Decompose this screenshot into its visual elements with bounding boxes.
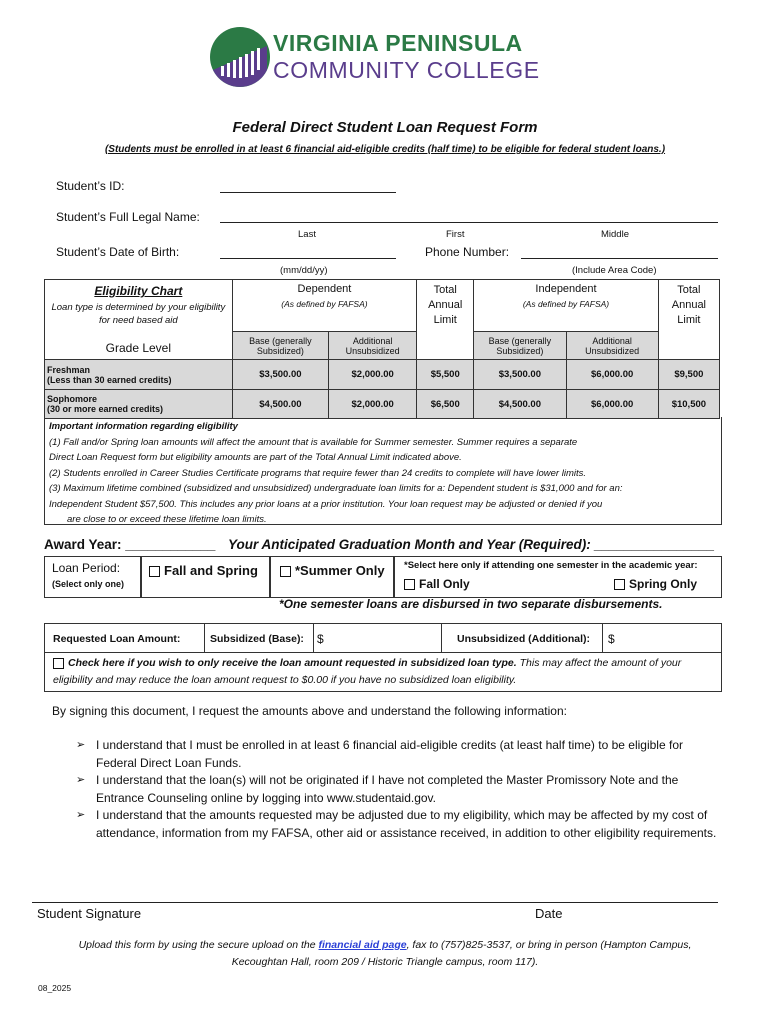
dependent-note: (As defined by FAFSA) bbox=[281, 299, 368, 309]
form-subtitle: (Students must be enrolled in at least 6 financial aid-eligible credits (half time) to be eligible for federal student loans.) bbox=[104, 144, 666, 155]
loan-period-cell bbox=[44, 556, 142, 598]
dependent-header bbox=[232, 280, 417, 332]
list-item-text: I understand that I must be enrolled in at least 6 financial aid-eligible credits (at least half time) to be eligible for Federal Direct Loan Funds. bbox=[96, 738, 683, 770]
fall-spring-label: Fall and Spring bbox=[164, 563, 258, 578]
info-line: (1) Fall and/or Spring loan amounts will affect the amount that is available for Summer semester. Summer requires a separate bbox=[49, 436, 578, 448]
chart-title: Eligibility Chart bbox=[94, 284, 183, 298]
independent-total-header: Total Annual Limit bbox=[658, 280, 719, 360]
phone-label: Phone Number: bbox=[425, 245, 510, 259]
middle-name-caption: Middle bbox=[601, 229, 629, 240]
grade-note: (30 or more earned credits) bbox=[47, 404, 164, 414]
select-one-note: (Select only one) bbox=[52, 579, 125, 589]
student-id-field[interactable] bbox=[220, 192, 396, 193]
loan-amount-box bbox=[44, 623, 722, 692]
cell-value: $6,000.00 bbox=[566, 390, 658, 419]
cell-value: $9,500 bbox=[658, 360, 719, 390]
list-item-text: I understand that the amounts requested may be adjusted due to my eligibility, which may be affected by my cost of attendance, information from my FAFSA, other aid or assistance received, in addition to other eligibility requirements. bbox=[96, 808, 717, 840]
fall-spring-checkbox[interactable] bbox=[149, 566, 160, 577]
student-signature-label: Student Signature bbox=[37, 906, 142, 921]
summer-option[interactable] bbox=[269, 556, 395, 598]
single-semester-cell bbox=[393, 556, 722, 598]
cell-value: $4,500.00 bbox=[474, 390, 566, 419]
subsidized-only-note-2: eligibility and may reduce the loan amount request to $0.00 if you have no subsidized loan eligibility. bbox=[53, 674, 517, 686]
fall-only-option[interactable] bbox=[404, 577, 470, 591]
agreement-list bbox=[76, 737, 726, 842]
info-heading: Important information regarding eligibility bbox=[49, 421, 238, 432]
full-name-field[interactable] bbox=[220, 222, 718, 223]
dob-hint: (mm/dd/yy) bbox=[280, 265, 328, 276]
cell-value: $6,500 bbox=[417, 390, 474, 419]
arrow-bullet-icon: ➢ bbox=[76, 739, 86, 751]
grade-note: (Less than 30 earned credits) bbox=[47, 374, 172, 385]
summer-label: *Summer Only bbox=[295, 563, 385, 578]
logo-line-2: COMMUNITY COLLEGE bbox=[273, 57, 540, 83]
financial-aid-link[interactable]: financial aid page bbox=[318, 939, 407, 951]
dependent-total-header: Total Annual Limit bbox=[417, 280, 474, 360]
upload-text-2: , fax to (757)825-3537, or bring in person (Hampton Campus, bbox=[406, 939, 692, 951]
list-item bbox=[76, 737, 726, 772]
info-line: (2) Students enrolled in Career Studies Certificate programs that require fewer than 24 credits to complete will have lower limits. bbox=[49, 467, 586, 479]
subsidized-only-label: Check here if you wish to only receive the loan amount requested in subsidized loan type. bbox=[68, 657, 517, 669]
spring-only-label: Spring Only bbox=[629, 577, 698, 591]
date-label: Date bbox=[535, 906, 563, 921]
info-line: Independent Student $57,500. This includes any prior loans at a prior institution. Your loan request may be adjusted or denied if you bbox=[49, 498, 603, 510]
student-id-label: Student’s ID: bbox=[56, 179, 125, 193]
fall-spring-option[interactable] bbox=[140, 556, 271, 598]
info-line: Direct Loan Request form but eligibility amounts are part of the Total Annual Limit indicated above. bbox=[49, 452, 462, 463]
ind-add-header: Additional Unsubsidized bbox=[566, 332, 658, 360]
unsubsidized-amount-field[interactable] bbox=[602, 624, 721, 652]
grade-name: Sophomore bbox=[47, 394, 98, 404]
cell-value: $5,500 bbox=[417, 360, 474, 390]
first-name-caption: First bbox=[446, 229, 465, 240]
list-item-text: I understand that the loan(s) will not be originated if I have not completed the Master Promissory Note and the Entrance Counseling online by logging into www.studentaid.gov. bbox=[96, 773, 679, 805]
dob-field[interactable] bbox=[220, 258, 396, 259]
independent-header bbox=[474, 280, 659, 332]
award-year-label[interactable]: Award Year: ____________ bbox=[44, 537, 216, 552]
cell-value: $2,000.00 bbox=[329, 390, 417, 419]
requested-amount-label: Requested Loan Amount: bbox=[53, 633, 181, 645]
fall-only-label: Fall Only bbox=[419, 577, 470, 591]
upload-instructions bbox=[0, 939, 770, 951]
eligibility-info-box bbox=[44, 417, 722, 525]
college-logo bbox=[209, 26, 549, 90]
subsidized-label: Subsidized (Base): bbox=[210, 633, 304, 645]
info-line: (3) Maximum lifetime combined (subsidized and unsubsidized) undergraduate loan limits for a: Dependent student is $31,000 and for an: bbox=[49, 483, 623, 494]
independent-note: (As defined by FAFSA) bbox=[522, 299, 610, 309]
fall-only-checkbox[interactable] bbox=[404, 579, 415, 590]
phone-field[interactable] bbox=[521, 258, 718, 259]
logo-emblem-icon bbox=[209, 26, 271, 88]
upload-text: Upload this form by using the secure upload on the bbox=[78, 939, 319, 951]
agreement-intro: By signing this document, I request the amounts above and understand the following information: bbox=[52, 704, 567, 718]
disbursement-note: *One semester loans are disbursed in two separate disbursements. bbox=[279, 597, 663, 611]
dollar-sign: $ bbox=[317, 632, 324, 646]
arrow-bullet-icon: ➢ bbox=[76, 774, 86, 786]
unsubsidized-label: Unsubsidized (Additional): bbox=[457, 633, 590, 645]
subsidized-only-checkbox[interactable] bbox=[53, 658, 64, 669]
cell-value: $2,000.00 bbox=[329, 360, 417, 390]
independent-label: Independent bbox=[535, 283, 597, 295]
dependent-label: Dependent bbox=[297, 283, 352, 295]
form-version: 08_2025 bbox=[38, 983, 72, 993]
list-item bbox=[76, 772, 726, 807]
phone-hint: (Include Area Code) bbox=[572, 265, 657, 276]
eligibility-chart bbox=[44, 279, 720, 419]
list-item bbox=[76, 807, 726, 842]
logo-line-1: VIRGINIA PENINSULA bbox=[273, 30, 523, 56]
cell-value: $4,500.00 bbox=[232, 390, 328, 419]
chart-title-cell bbox=[45, 280, 233, 360]
dollar-sign: $ bbox=[608, 632, 615, 646]
graduation-date-label[interactable]: Your Anticipated Graduation Month and Year (Required): ________________ bbox=[228, 537, 715, 552]
dob-label: Student’s Date of Birth: bbox=[56, 245, 180, 259]
single-semester-note: *Select here only if attending one semester in the academic year: bbox=[404, 560, 698, 571]
subsidized-only-note: This may affect the amount of your bbox=[519, 657, 682, 669]
cell-value: $6,000.00 bbox=[566, 360, 658, 390]
chart-description: Loan type is determined by your eligibility for need based aid bbox=[51, 302, 226, 326]
cell-value: $10,500 bbox=[658, 390, 719, 419]
last-name-caption: Last bbox=[298, 229, 316, 240]
info-line: are close to or exceed these lifetime loan limits. bbox=[67, 514, 267, 525]
ind-base-header: Base (generally Subsidized) bbox=[474, 332, 566, 360]
grade-name: Freshman bbox=[47, 364, 91, 375]
dep-add-header: Additional Unsubsidized bbox=[329, 332, 417, 360]
arrow-bullet-icon: ➢ bbox=[76, 809, 86, 821]
cell-value: $3,500.00 bbox=[474, 360, 566, 390]
subsidized-amount-field[interactable] bbox=[313, 624, 442, 652]
spring-only-checkbox[interactable] bbox=[614, 579, 625, 590]
upload-instructions-2: Kecoughtan Hall, room 209 / Historic Triangle campus, room 117). bbox=[231, 956, 539, 968]
cell-value: $3,500.00 bbox=[232, 360, 328, 390]
table-row bbox=[45, 360, 720, 390]
dep-base-header: Base (generally Subsidized) bbox=[232, 332, 328, 360]
signature-line[interactable] bbox=[32, 902, 718, 903]
spring-only-option[interactable] bbox=[614, 577, 697, 591]
summer-checkbox[interactable] bbox=[280, 566, 291, 577]
grade-level-header: Grade Level bbox=[105, 341, 172, 355]
form-title: Federal Direct Student Loan Request Form bbox=[232, 119, 538, 136]
loan-period-label: Loan Period: bbox=[52, 561, 121, 575]
full-name-label: Student’s Full Legal Name: bbox=[56, 210, 200, 224]
table-row bbox=[45, 390, 720, 419]
